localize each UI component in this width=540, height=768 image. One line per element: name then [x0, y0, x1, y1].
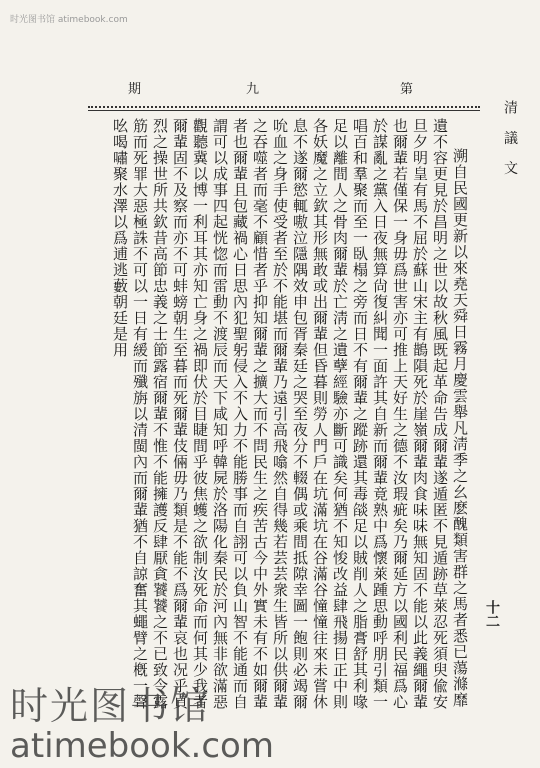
- body-text: [62, 118, 470, 718]
- paragraph: 溯自民國更新以來堯天舜日霧月慶雲舉凡淸季之幺麽醜類害群之馬者悉已蕩滌靡遺不容更見於昌明之世以故秋風既起革命告成爾輩遂遁匿不見遁跡草萊忍死須臾偸安旦夕明皇有馬不屈於蘇山宋主有鵲隕死於崖嶺爾輩肉食味味無知固不能以此義繩爾輩也爾輩若僅保一身毋爲世害亦可推上天好生之德不汝瑕疵矣乃爾延方以國利民福爲心於謀亂之黨入日夜無算尙復糾聞一面許其自新而爾輩竟熟中爲懷萊踵思動呼朋引類一唱百和羣聚而至一臥榻之旁而日不有爾輩之蹤跡還其毒燄足以賊削人之脂膏舒其利喙足以離間人之骨肉爾輩於亡淸之遺孽經驗亦斷可識矣何猶不知悛改益肆飛揚日正中則各妖魔之立欽其形無敢或出爾輩但昏暮則勞人門戶在坑滿坑在谷滿谷憧憧往來未嘗休息不遂爾慾輒嗷泣隱隅效申包胥秦廷之哭至夜分不輟偶或乘間抵隙幸圖一飽則必竭爾吮血之身手使受者至於不能堪而爾輩乃遠引高飛噏然自得幾若芸芸衆生皆所以供爾輩之吞噬者而毫不顧惜者乎抑知爾輩之擴大而不問民生之疾苦古今中外實未有不如爾輩者也爾輩且包藏禍心日思內犯聖躬侵入不入力不能勝事而自詡可以負山智不能通而自謂可以成事四起恍惚而雷動不渡辰而天下咸知呼韓屍於洛陽化秦民於河內無非欲滿惡觀聽冀以博一利耳其亦知亡身之禍即伏於目睫間乎彼焦蠖之欲制汝死命而何其少我者爾輩固不及察而亦不可蚌螃朝生至暮而死爾輩伎倆毋乃類是不能不爲爾輩哀也况乎貞烈之操世所共欽昔高節忠義之士節露宿爾輩不惟不能擁護反肆厭貪饕饕之不已致令露筋而死罪大惡極誅不可以一日有緩而殲旃以清閩內而爾輩猶不自諒奮其蠅臂之槪一聲吆喝嘯聚水澤以爲逋逃藪朝廷是用: [111, 118, 469, 710]
- page-header: [88, 72, 480, 102]
- header-rule-solid: [88, 110, 480, 111]
- section-title: 清 議 文: [502, 100, 518, 181]
- header-right: 第: [400, 82, 414, 97]
- watermark-url: atimebook.com: [10, 726, 274, 766]
- header-rule-dotted: [88, 106, 480, 108]
- watermark-top: 时光图书馆 atimebook.com: [10, 15, 128, 25]
- page-number: 十二: [484, 600, 500, 628]
- header-left: 期: [128, 82, 142, 97]
- watermark-bottom: [10, 685, 274, 765]
- header-middle: 九: [246, 82, 260, 97]
- watermark-site-name: 时光图书馆: [10, 684, 211, 728]
